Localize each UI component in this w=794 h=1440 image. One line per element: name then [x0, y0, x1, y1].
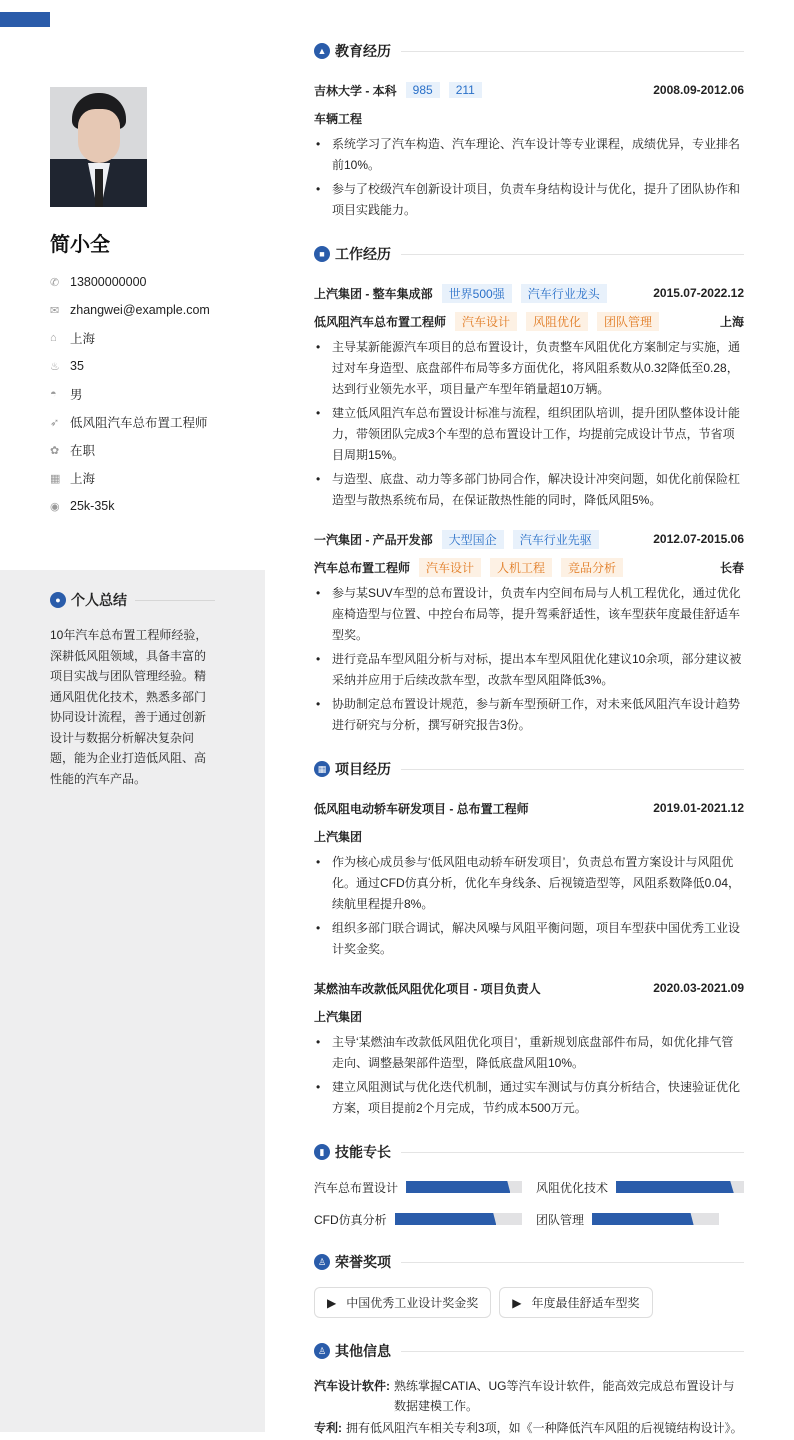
skills-grid [314, 1177, 744, 1229]
contact-info [50, 268, 210, 520]
cake-icon: ♨ [50, 360, 60, 373]
person-icon: ◓ [50, 388, 57, 400]
gender: 男 [70, 388, 83, 402]
position-row [50, 408, 210, 436]
work-entry [314, 279, 744, 511]
section-title: 荣誉奖项 [335, 1254, 391, 1270]
school: 吉林大学 - 本科 [314, 83, 397, 98]
city: 长春 [719, 560, 744, 575]
age: 35 [70, 359, 84, 373]
graduation-cap-icon: ▲ [314, 43, 330, 59]
target-city: 上海 [70, 472, 96, 486]
bullet: • 参与了校级汽车创新设计项目，负责车身结构设计与优化，提升了团队协作和项目实践能力。 [314, 179, 744, 221]
tag: 汽车行业先驱 [513, 530, 599, 549]
award-label: 年度最佳舒适车型奖 [531, 1296, 640, 1310]
skill-name: 团队管理 [536, 1212, 585, 1227]
phone: 13800000000 [70, 275, 147, 289]
company: 一汽集团 - 产品开发部 [314, 532, 433, 547]
target-city-row [50, 464, 210, 492]
date: 2008.09-2012.06 [653, 83, 744, 97]
skill-name: 风阻优化技术 [536, 1180, 609, 1195]
other-label: 专利: [314, 1421, 342, 1435]
work-heading [314, 243, 744, 265]
education-heading [314, 40, 744, 62]
bullet: • 作为核心成员参与‘低风阻电动轿车研发项目’，负责总布置方案设计与风阻优化。通过CFD仿真分析，优化车身线条、后视镜造型等，风阻系数降低0.04，续航里程提升8%。 [314, 852, 744, 915]
position: 低风阻汽车总布置工程师 [70, 416, 208, 430]
skill-name: CFD仿真分析 [314, 1212, 387, 1227]
building-icon: ▦ [50, 472, 61, 485]
other-heading [314, 1340, 744, 1362]
skill-bar-fill [395, 1213, 497, 1225]
skill-bar-fill [616, 1181, 734, 1193]
bullet: • 进行竞品车型风阻分析与对标，提出本车型风阻优化建议10余项，部分建议被采纳并应用于后续改款车型，改款车型风阻降低3%。 [314, 649, 744, 691]
main-content [314, 40, 744, 1440]
section-title: 技能专长 [335, 1144, 391, 1160]
age-row [50, 352, 210, 380]
city: 上海 [719, 314, 744, 329]
skill-tag: 竞品分析 [561, 558, 623, 577]
info-icon: ♙ [314, 1343, 330, 1359]
section-title: 工作经历 [335, 246, 391, 262]
date: 2015.07-2022.12 [653, 286, 744, 300]
status-row [50, 436, 210, 464]
bullet: • 主导某新能源汽车项目的总布置设计，负责整车风阻优化方案制定与实施，通过对车身造型、底盘部件布局等多方面优化，将风阻系数从0.32降低至0.28，达到行业领先水平，项目量产车型年销量超10万辆。 [314, 337, 744, 400]
skill-tag: 风阻优化 [526, 312, 588, 331]
profile-name: 简小全 [50, 234, 110, 256]
bullet: • 协助制定总布置设计规范，参与新车型预研工作，对未来低风阻汽车设计趋势进行研究与分析，撰写研究报告3份。 [314, 694, 744, 736]
role: 汽车总布置工程师 [314, 560, 411, 575]
work-entry [314, 525, 744, 736]
section-title: 其他信息 [335, 1343, 391, 1359]
other-info [314, 1376, 744, 1438]
awards-list [314, 1287, 744, 1318]
email: zhangwei@example.com [70, 303, 210, 317]
play-icon: ▶ [512, 1296, 522, 1310]
other-text: 熟练掌握CATIA、UG等汽车设计软件，能高效完成总布置设计与数据建模工作。 [394, 1379, 735, 1413]
tag: 985 [406, 82, 440, 98]
city: 上海 [70, 332, 96, 346]
tag: 大型国企 [442, 530, 504, 549]
skill-item [536, 1209, 744, 1229]
home-icon: ⌂ [50, 332, 57, 344]
education-entry [314, 76, 744, 221]
salary-row [50, 492, 210, 520]
summary-heading [50, 590, 215, 610]
bullet: • 参与某SUV车型的总布置设计，负责车内空间布局与人机工程优化，通过优化座椅造型与位置、中控台布局等，提升驾乘舒适性，该车型获年度最佳舒适车型奖。 [314, 583, 744, 646]
award-label: 中国优秀工业设计奖金奖 [346, 1296, 479, 1310]
tag: 汽车行业龙头 [521, 284, 607, 303]
skill-item [314, 1177, 522, 1197]
chart-icon: ▮ [314, 1144, 330, 1160]
other-text: 拥有低风阻汽车相关专利3项，如《一种降低汽车风阻的后视镜结构设计》。 [346, 1421, 743, 1435]
coin-icon: ◉ [50, 500, 60, 513]
project-entry [314, 974, 744, 1119]
skill-bar-fill [406, 1181, 510, 1193]
status: 在职 [70, 444, 96, 458]
award-item[interactable] [314, 1287, 491, 1318]
org: 上汽集团 [314, 829, 363, 844]
salary: 25k-35k [70, 499, 115, 513]
company: 上汽集团 - 整车集成部 [314, 286, 433, 301]
date: 2020.03-2021.09 [653, 981, 744, 995]
bullet: • 组织多部门联合调试，解决风噪与风阻平衡问题，项目车型获中国优秀工业设计奖金奖。 [314, 918, 744, 960]
date: 2012.07-2015.06 [653, 532, 744, 546]
skill-tag: 汽车设计 [419, 558, 481, 577]
bullet: • 与造型、底盘、动力等多部门协同合作，解决设计冲突问题，如优化前保险杠造型与散热系统布局，在保证散热性能的同时，降低风阻5%。 [314, 469, 744, 511]
bullet: • 主导‘某燃油车改款低风阻优化项目’，重新规划底盘部件布局，如优化排气管走向、调整悬架部件造型，降低底盘风阻10%。 [314, 1032, 744, 1074]
role: 低风阻汽车总布置工程师 [314, 314, 447, 329]
mail-icon: ✉ [50, 304, 60, 317]
accent-bar [0, 12, 50, 27]
bullet: • 建立低风阻汽车总布置设计标准与流程，组织团队培训，提升团队整体设计能力，带领团队完成3个车型的总布置设计工作，均提前完成设计节点，节省项目周期15%。 [314, 403, 744, 466]
user-icon: ● [50, 592, 66, 608]
bullet: • 系统学习了汽车构造、汽车理论、汽车设计等专业课程，成绩优异，专业排名前10%。 [314, 134, 744, 176]
project-entry [314, 794, 744, 960]
skill-item [314, 1209, 522, 1229]
skill-tag: 人机工程 [490, 558, 552, 577]
other-label: 汽车设计软件: [314, 1379, 390, 1393]
summary-title: 个人总结 [71, 592, 127, 608]
skill-name: 汽车总布置设计 [314, 1180, 399, 1195]
projects-heading [314, 758, 744, 780]
date: 2019.01-2021.12 [653, 801, 744, 815]
gear-icon: ✿ [50, 444, 60, 457]
section-title: 教育经历 [335, 43, 391, 59]
org: 上汽集团 [314, 1009, 363, 1024]
tag: 211 [449, 82, 482, 98]
avatar [50, 87, 147, 207]
send-icon: ➶ [50, 416, 60, 429]
summary-text: 10年汽车总布置工程师经验，深耕低风阻领域，具备丰富的项目实战与团队管理经验。精通风阻优化技术，熟悉多部门协同设计流程，善于通过创新设计与数据分析解决复杂问题，能为企业打造低风阻、高性能的汽车产品。 [50, 628, 208, 786]
section-title: 项目经历 [335, 761, 391, 777]
phone-row [50, 268, 210, 296]
skill-bar-fill [592, 1213, 694, 1225]
skill-tag: 汽车设计 [455, 312, 517, 331]
project-name: 某燃油车改款低风阻优化项目 - 项目负责人 [314, 981, 541, 996]
skill-bar [616, 1181, 744, 1193]
email-row [50, 296, 210, 324]
project-name: 低风阻电动轿车研发项目 - 总布置工程师 [314, 801, 529, 816]
briefcase-icon: ■ [314, 246, 330, 262]
tag: 世界500强 [442, 284, 512, 303]
award-icon: ♙ [314, 1254, 330, 1270]
skill-tag: 团队管理 [597, 312, 659, 331]
skill-bar [592, 1213, 719, 1225]
city-row [50, 324, 210, 352]
skill-bar [395, 1213, 522, 1225]
gender-row [50, 380, 210, 408]
award-item[interactable] [499, 1287, 652, 1318]
grid-icon: ▦ [314, 761, 330, 777]
phone-icon: ✆ [50, 276, 60, 289]
skill-item [536, 1177, 744, 1197]
major: 车辆工程 [314, 111, 363, 126]
skill-bar [406, 1181, 522, 1193]
awards-heading [314, 1251, 744, 1273]
bullet: • 建立风阻测试与优化迭代机制，通过实车测试与仿真分析结合，快速验证优化方案，项目提前2个月完成，节约成本500万元。 [314, 1077, 744, 1119]
play-icon: ▶ [327, 1296, 337, 1310]
skills-heading [314, 1141, 744, 1163]
